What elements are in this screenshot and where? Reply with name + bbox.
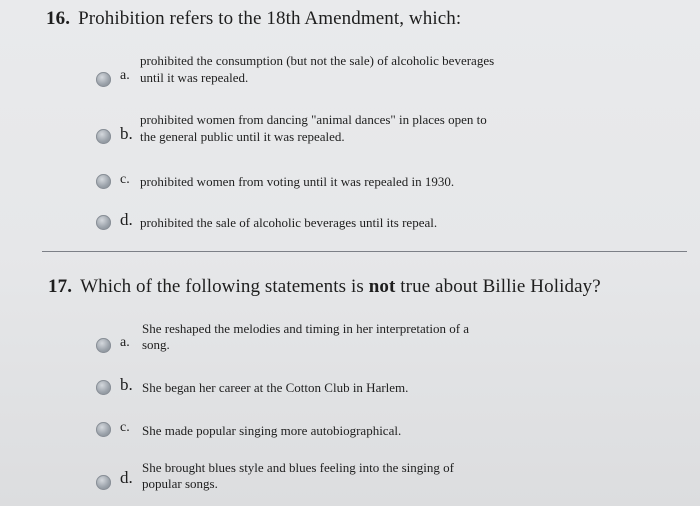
question-number: 16. — [46, 8, 71, 29]
option-text-line1: prohibited the consumption (but not the sale) of alcoholic beverages — [140, 53, 495, 68]
question-16-title — [46, 8, 461, 30]
option-text-line2: until it was repealed. — [140, 70, 249, 85]
radio-button[interactable] — [96, 129, 111, 144]
radio-button[interactable] — [96, 174, 111, 189]
question-text-before: Which of the following statements is — [80, 276, 369, 297]
option-letter: c. — [120, 420, 130, 435]
option-letter: d. — [120, 210, 133, 229]
option-letter: b. — [120, 124, 133, 143]
option-text: prohibited the sale of alcoholic beverages until its repeal. — [140, 215, 438, 230]
option-text-line2: the general public until it was repealed. — [140, 129, 345, 144]
radio-button[interactable] — [96, 338, 111, 353]
option-text: She began her career at the Cotton Club in Harlem. — [142, 380, 409, 395]
radio-button[interactable] — [96, 380, 111, 395]
question-text-after: true about Billie Holiday? — [395, 276, 601, 297]
option-letter: d. — [120, 468, 133, 487]
option-text-line1: She brought blues style and blues feeling into the singing of — [142, 460, 454, 475]
option-text-line1: prohibited women from dancing "animal dances" in places open to — [140, 112, 487, 127]
option-text: She made popular singing more autobiographical. — [142, 423, 402, 438]
option-letter: b. — [120, 375, 133, 394]
radio-button[interactable] — [96, 72, 111, 87]
option-letter: a. — [120, 335, 130, 350]
option-letter: a. — [120, 68, 130, 83]
question-number: 17. — [48, 276, 73, 297]
option-letter: c. — [120, 172, 130, 187]
radio-button[interactable] — [96, 422, 111, 437]
option-text-line1: She reshaped the melodies and timing in her interpretation of a — [142, 321, 470, 336]
radio-button[interactable] — [96, 215, 111, 230]
question-17-title — [48, 276, 601, 298]
radio-button[interactable] — [96, 475, 111, 490]
question-text: Prohibition refers to the 18th Amendment, which: — [78, 8, 462, 29]
option-text-line2: song. — [142, 337, 170, 352]
option-text: prohibited women from voting until it was repealed in 1930. — [140, 174, 455, 189]
question-text-emphasis: not — [368, 276, 396, 297]
option-text-line2: popular songs. — [142, 476, 218, 491]
question-divider — [42, 251, 687, 252]
